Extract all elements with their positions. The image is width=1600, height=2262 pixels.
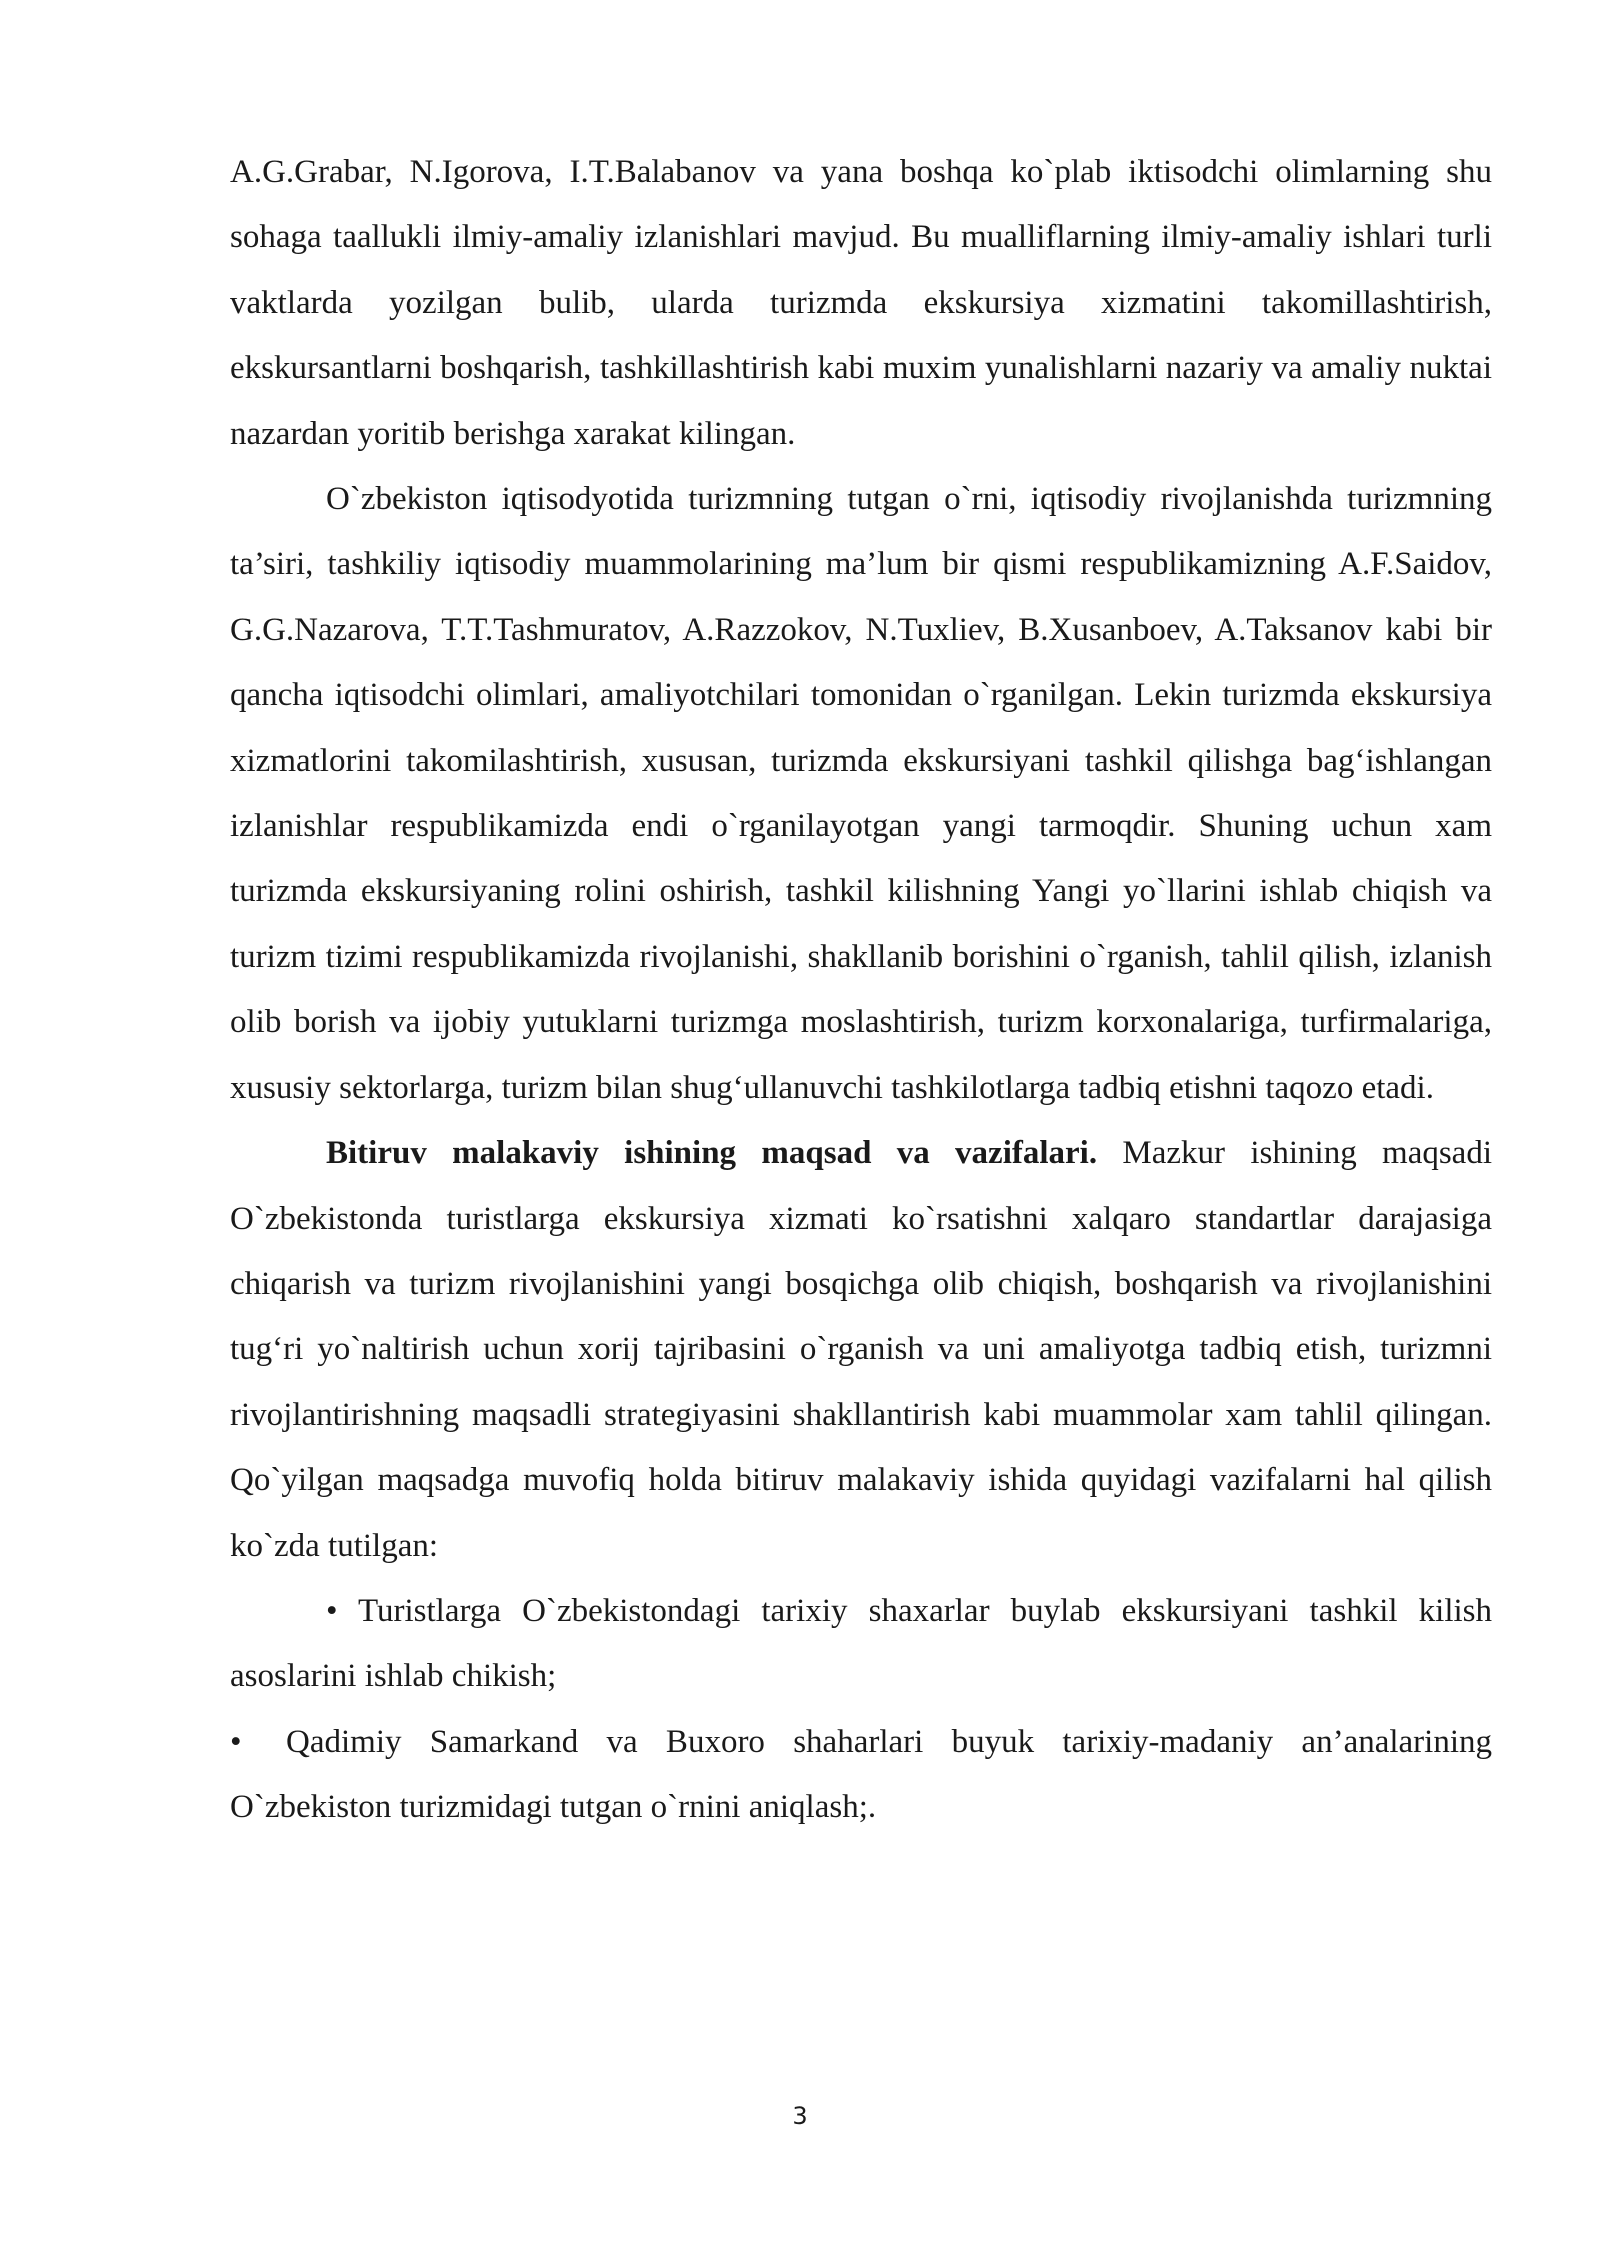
paragraph-text: Mazkur ishining maqsadi O`zbekistonda turistlarga ekskursiya xizmati ko`rsatishni xalqaro standartlar darajasiga chiqarish va turizm rivojlanishini yangi bosqichga olib chiqish, boshqarish va rivojlanishini tug‘ri yo`naltirish uchun xorij tajribasini o`rganish va uni amaliyotga tadbiq etish, turizmni rivojlantirishning maqsadli strategiyasini shakllantirish kabi muammolar xam tahlil qilingan. Qo`yilgan maqsadga muvofiq holda bitiruv malakaviy ishida quyidagi vazifalarni hal qilish ko`zda tutilgan: xyxy=(230,1135,1492,1564)
section-heading-inline: Bitiruv malakaviy ishining maqsad va vazifalari. xyxy=(326,1135,1098,1172)
bullet-marker: • xyxy=(230,1723,242,1760)
bullet-item-2 xyxy=(230,1710,1492,1841)
page-number: 3 xyxy=(792,2102,808,2130)
paragraph-research-status xyxy=(230,467,1492,1121)
paragraph-text: O`zbekiston iqtisodyotida turizmning tutgan o`rni, iqtisodiy rivojlanishda turizmning ta’siri, tashkiliy iqtisodiy muammolarining ma’lum bir qismi respublikamizning A.F.Saidov, G.G.Nazarova, T.T.Tashmuratov, A.Razzokov, N.Tuxliev, B.Xusanboev, A.Taksanov kabi bir qancha iqtisodchi olimlari, amaliyotchilari tomonidan o`rganilgan. Lekin turizmda ekskursiya xizmatlorini takomilashtirish, xususan, turizmda ekskursiyani tashkil qilishga bag‘ishlangan izlanishlar respublikamizda endi o`rganilayotgan yangi tarmoqdir. Shuning uchun xam turizmda ekskursiyaning rolini oshirish, tashkil kilishning Yangi yo`llarini ishlab chiqish va turizm tizimi respublikamizda rivojlanishi, shakllanib borishini o`rganish, tahlil qilish, izlanish olib borish va ijobiy yutuklarni turizmga moslashtirish, turizm korxonalariga, turfirmalariga, xususiy sektorlarga, turizm bilan shug‘ullanuvchi tashkilotlarga tadbiq etishni taqozo etadi. xyxy=(230,481,1492,1106)
paragraph-literature-review xyxy=(230,140,1492,467)
bullet-marker: • xyxy=(326,1592,338,1629)
bullet-text: Turistlarga O`zbekistondagi tarixiy shaxarlar buylab ekskursiyani tashkil kilish asoslarini ishlab chikish; xyxy=(230,1592,1492,1695)
document-body xyxy=(230,140,1492,1841)
bullet-text: Qadimiy Samarkand va Buxoro shaharlari buyuk tarixiy-madaniy an’analarining O`zbekiston turizmidagi tutgan o`rnini aniqlash;. xyxy=(230,1723,1492,1826)
paragraph-text: A.G.Grabar, N.Igorova, I.T.Balabanov va yana boshqa ko`plab iktisodchi olimlarning shu sohaga taallukli ilmiy-amaliy izlanishlari mavjud. Bu mualliflarning ilmiy-amaliy ishlari turli vaktlarda yozilgan bulib, ularda turizmda ekskursiya xizmatini takomillashtirish, ekskursantlarni boshqarish, tashkillashtirish kabi muxim yunalishlarni nazariy va amaliy nuktai nazardan yoritib berishga xarakat kilingan. xyxy=(230,154,1492,452)
bullet-item-1 xyxy=(230,1579,1492,1710)
paragraph-goals-and-tasks xyxy=(230,1121,1492,1579)
